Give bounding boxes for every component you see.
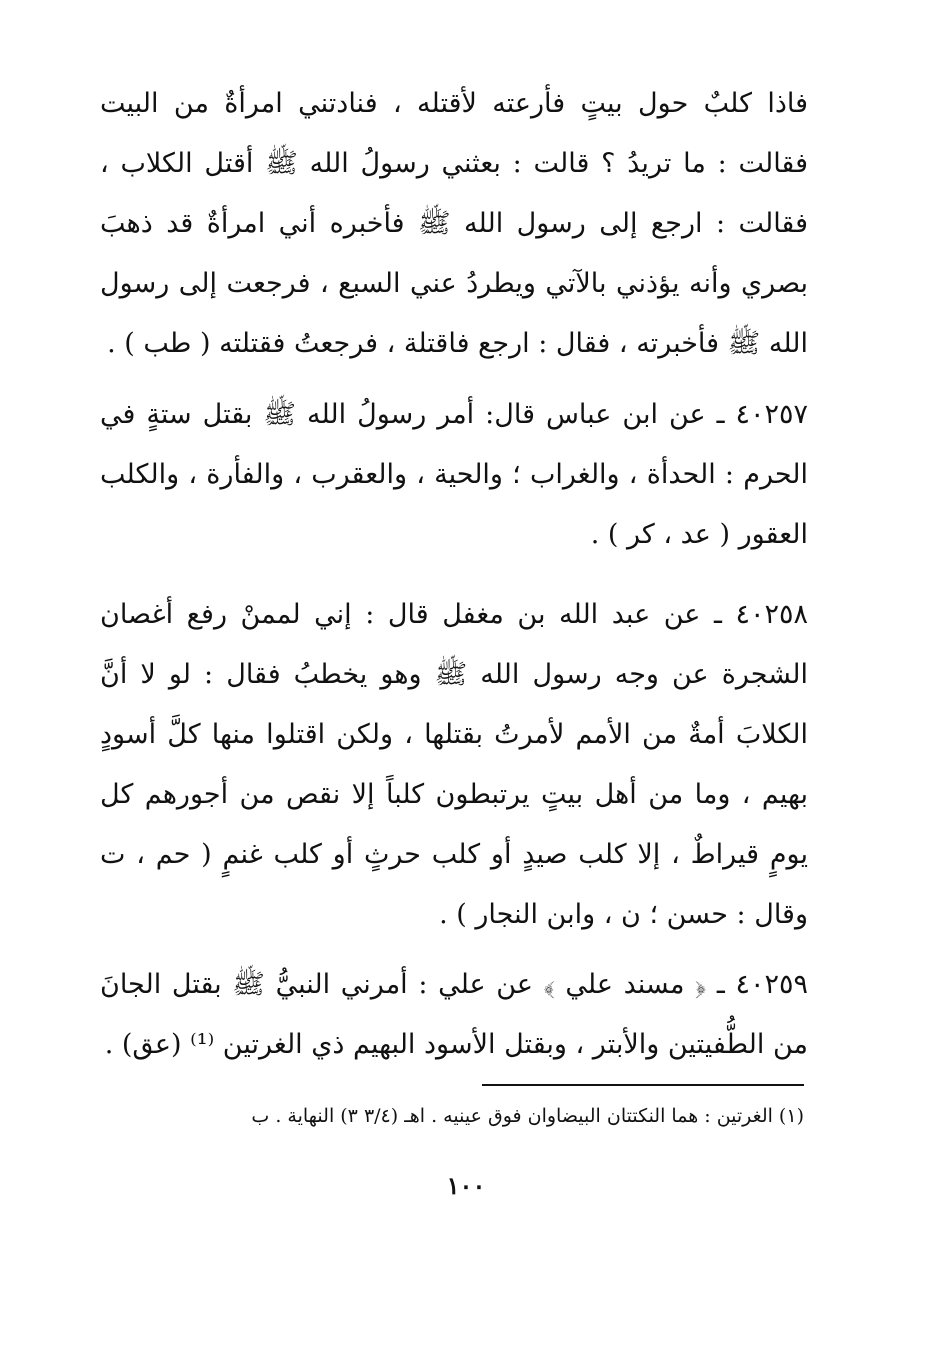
footnote: (١) الغرتين : هما النكتتان البيضاوان فوق عينيه . اهـ (٣/٤ ٣) النهاية . ب bbox=[251, 1105, 804, 1127]
paragraph-hadith-40258: ٤٠٢٥٨ ـ عن عبد الله بن مغفل قال : إني لممنْ رفع أغصان الشجرة عن وجه رسول الله ﷺ وهو يخطبُ فقال : لو لا أنَّ الكلابَ أمةٌ من الأمم لأمرتُ بقتلها ، ولكن اقتلوا منها كلَّ أسودٍ بهيم ، وما من أهل بيتٍ يرتبطون كلباً إلا نقص من أجورهم كل يومٍ قيراطٌ ، إلا كلب صيدٍ أو كلب حرثٍ أو كلب غنمٍ ( حم ، ت وقال : حسن ؛ ن ، وابن النجار ) . bbox=[100, 599, 808, 930]
footnote-divider bbox=[482, 1084, 804, 1086]
paragraph-hadith-40257: ٤٠٢٥٧ ـ عن ابن عباس قال: أمر رسولُ الله ﷺ بقتل ستةٍ في الحرم : الحدأة ، والغراب ؛ والحية ، والعقرب ، والفأرة ، والكلب العقور ( عد ، كر ) . bbox=[100, 399, 808, 550]
paragraph-hadith-40259: ٤٠٢٥٩ ـ ﴿ مسند علي ﴾ عن علي : أمرني النبيُّ ﷺ بقتل الجانَ من الطُّفيتين والأبتر ، وبقتل الأسود البهيم ذي الغرتين ⁽¹⁾ (عق) . bbox=[100, 969, 808, 1060]
paragraph-continued-hadith: فاذا كلبٌ حول بيتٍ فأرعته لأقتله ، فنادتني امرأةٌ من البيت فقالت : ما تريدُ ؟ قالت : بعثني رسولُ الله ﷺ أقتل الكلاب ، فقالت : ارجع إلى رسول الله ﷺ فأخبره أني امرأةٌ قد ذهبَ بصري وأنه يؤذني بالآتي ويطردُ عني السبع ، فرجعت إلى رسول الله ﷺ فأخبرته ، فقال : ارجع فاقتلة ، فرجعتُ فقتلته ( طب ) . bbox=[100, 88, 808, 359]
page-number: ١٠٠ bbox=[446, 1171, 486, 1200]
